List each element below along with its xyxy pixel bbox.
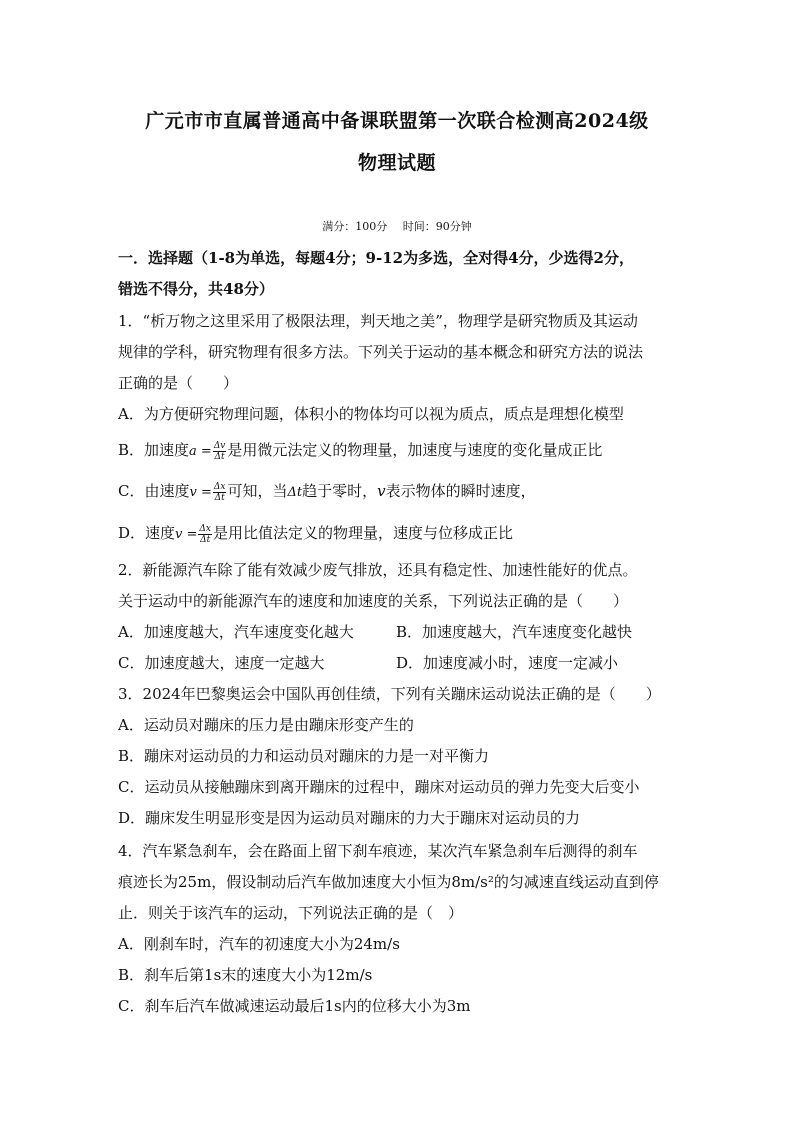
q1-c-mid2: 趋于零时，	[302, 482, 378, 500]
section-heading-line2: 错选不得分，共48分）	[118, 280, 274, 298]
exam-meta	[0, 218, 794, 234]
q1-option-b	[118, 440, 602, 462]
q1-d-denominator: Δt	[200, 534, 211, 545]
q1-d-fraction	[198, 524, 212, 545]
q1-c-numerator: Δx	[213, 481, 226, 492]
q4-stem-line2: 痕迹长为25m，假设制动后汽车做加速度大小恒为8m/s²的匀减速直线运动直到停	[118, 873, 659, 891]
q1-b-prefix: B．加速度	[118, 441, 190, 459]
q1-b-numerator: Δv	[213, 440, 226, 451]
section-heading-line1: 一．选择题（1-8为单选，每题4分；9-12为多选，全对得4分，少选得2分，	[118, 249, 634, 267]
q1-d-var: v =	[175, 527, 198, 542]
q1-option-c	[118, 481, 536, 503]
q1-d-numerator: Δx	[199, 523, 211, 534]
q2-stem-line1: 2．新能源汽车除了能有效减少废气排放，还具有稳定性、加速性能好的优点。	[118, 561, 638, 579]
exam-subject: 物理试题	[357, 152, 436, 174]
q4-stem-line3: 止．则关于该汽车的运动，下列说法正确的是（ ）	[118, 904, 464, 922]
q4-option-b: B．刹车后第1s末的速度大小为12m/s	[118, 966, 373, 984]
q1-c-var: v =	[189, 485, 212, 500]
q1-option-a: A．为方便研究物理问题，体积小的物体均可以视为质点，质点是理想化模型	[118, 405, 624, 423]
q2-stem-line2: 关于运动中的新能源汽车的速度和加速度的关系，下列说法正确的是（ ）	[118, 592, 629, 610]
q1-c-suffix: 表示物体的瞬时速度，	[385, 482, 536, 500]
q1-c-v: v	[377, 482, 386, 500]
exam-title: 广元市市直属普通高中备课联盟第一次联合检测高2024级	[145, 110, 649, 132]
q1-d-prefix: D．速度	[118, 524, 176, 542]
q1-b-suffix: 是用微元法定义的物理量，加速度与速度的变化量成正比	[227, 441, 603, 459]
q1-c-dt: Δt	[287, 485, 303, 500]
q3-option-c: C．运动员从接触蹦床到离开蹦床的过程中，蹦床对运动员的弹力先变大后变小	[118, 778, 640, 796]
q3-option-d: D．蹦床发生明显形变是因为运动员对蹦床的力大于蹦床对运动员的力	[118, 809, 581, 827]
exam-time: 时间：90分钟	[402, 220, 472, 233]
q1-c-fraction	[213, 482, 227, 503]
q4-option-c: C．刹车后汽车做减速运动最后1s内的位移大小为3m	[118, 997, 471, 1015]
q1-stem-line3: 正确的是（ ）	[118, 374, 239, 392]
q3-option-b: B．蹦床对运动员的力和运动员对蹦床的力是一对平衡力	[118, 747, 490, 765]
q2-option-b: B．加速度越大，汽车速度变化越快	[396, 623, 633, 641]
q4-stem-line1: 4．汽车紧急刹车，会在路面上留下刹车痕迹，某次汽车紧急刹车后测得的刹车	[118, 842, 638, 860]
q1-b-fraction	[213, 441, 227, 462]
q1-c-mid: 可知，当	[227, 482, 288, 500]
q3-option-a: A．运动员对蹦床的压力是由蹦床形变产生的	[118, 716, 414, 734]
q1-option-d	[118, 523, 513, 545]
q4-option-a: A．刚刹车时，汽车的初速度大小为24m/s	[118, 935, 400, 953]
q2-option-c: C．加速度越大，速度一定越大	[118, 654, 325, 672]
q2-option-d: D．加速度减小时，速度一定减小	[396, 654, 619, 672]
q1-c-denominator: Δt	[214, 492, 225, 503]
full-score: 满分：100分	[322, 220, 388, 233]
q1-b-denominator: Δt	[214, 451, 225, 462]
q1-stem-line2: 规律的学科，研究物理有很多方法。下列关于运动的基本概念和研究方法的说法	[118, 343, 644, 361]
q2-option-a: A．加速度越大，汽车速度变化越大	[118, 623, 354, 641]
q1-d-suffix: 是用比值法定义的物理量，速度与位移成正比	[212, 524, 513, 542]
q1-stem-line1: 1．“析万物之这里采用了极限法理，判天地之美”，物理学是研究物质及其运动	[118, 312, 638, 330]
q1-b-var: a =	[189, 444, 212, 459]
q3-stem: 3．2024年巴黎奥运会中国队再创佳绩，下列有关蹦床运动说法正确的是（ ）	[118, 685, 661, 703]
q1-c-prefix: C．由速度	[118, 482, 190, 500]
